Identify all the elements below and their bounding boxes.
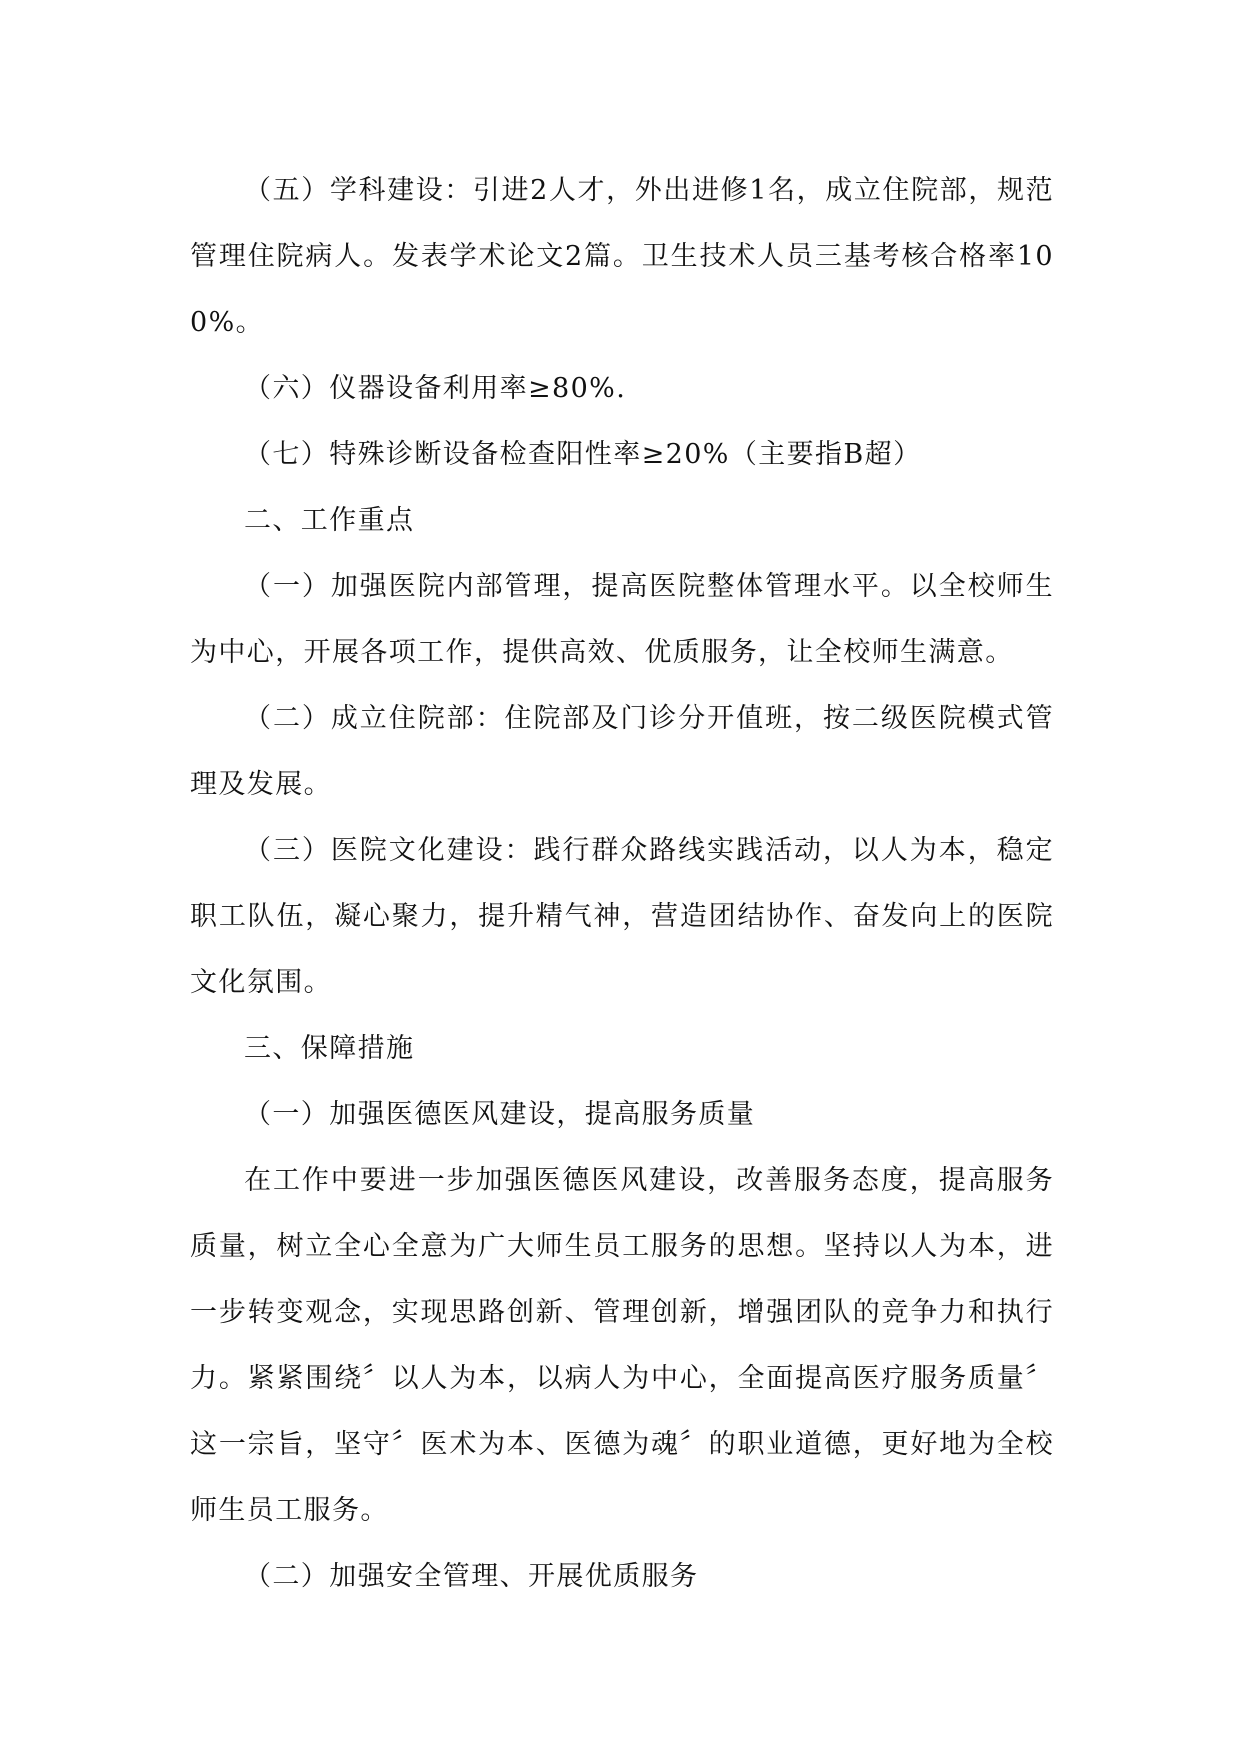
paragraph-equipment-utilization: （六）仪器设备利用率≥80%.	[244, 373, 627, 404]
subheading-safety-management: （二）加强安全管理、开展优质服务	[244, 1561, 699, 1592]
paragraph-medical-ethics-detail: 在工作中要进一步加强医德医风建设，改善服务态度，提高服务质量，树立全心全意为广大师生员工服务的思想。坚持以人为本，进一步转变观念，实现思路创新、管理创新，增强团队的竞争力和执行力。紧紧围绕〞以人为本，以病人为中心，全面提高医疗服务质量〞这一宗旨，坚守〞医术为本、医德为魂〞的职业道德，更好地为全校师生员工服务。	[190, 1165, 1054, 1526]
document-body	[190, 158, 1054, 1610]
paragraph-hospital-culture: （三）医院文化建设：践行群众路线实践活动，以人为本，稳定职工队伍，凝心聚力，提升精气神，营造团结协作、奋发向上的医院文化氛围。	[190, 835, 1054, 998]
paragraph-inpatient-department: （二）成立住院部：住院部及门诊分开值班，按二级医院模式管理及发展。	[190, 703, 1054, 800]
subheading-medical-ethics: （一）加强医德医风建设，提高服务质量	[244, 1099, 756, 1130]
paragraph-discipline-building: （五）学科建设：引进2人才，外出进修1名，成立住院部，规范管理住院病人。发表学术论文2篇。卫生技术人员三基考核合格率100%。	[190, 175, 1054, 338]
paragraph-internal-management: （一）加强医院内部管理，提高医院整体管理水平。以全校师生为中心，开展各项工作，提供高效、优质服务，让全校师生满意。	[190, 571, 1054, 668]
section-heading-safeguards: 三、保障措施	[244, 1033, 415, 1064]
section-heading-work-focus: 二、工作重点	[244, 505, 415, 536]
paragraph-diagnostic-positive-rate: （七）特殊诊断设备检查阳性率≥20%（主要指B超）	[244, 439, 922, 470]
